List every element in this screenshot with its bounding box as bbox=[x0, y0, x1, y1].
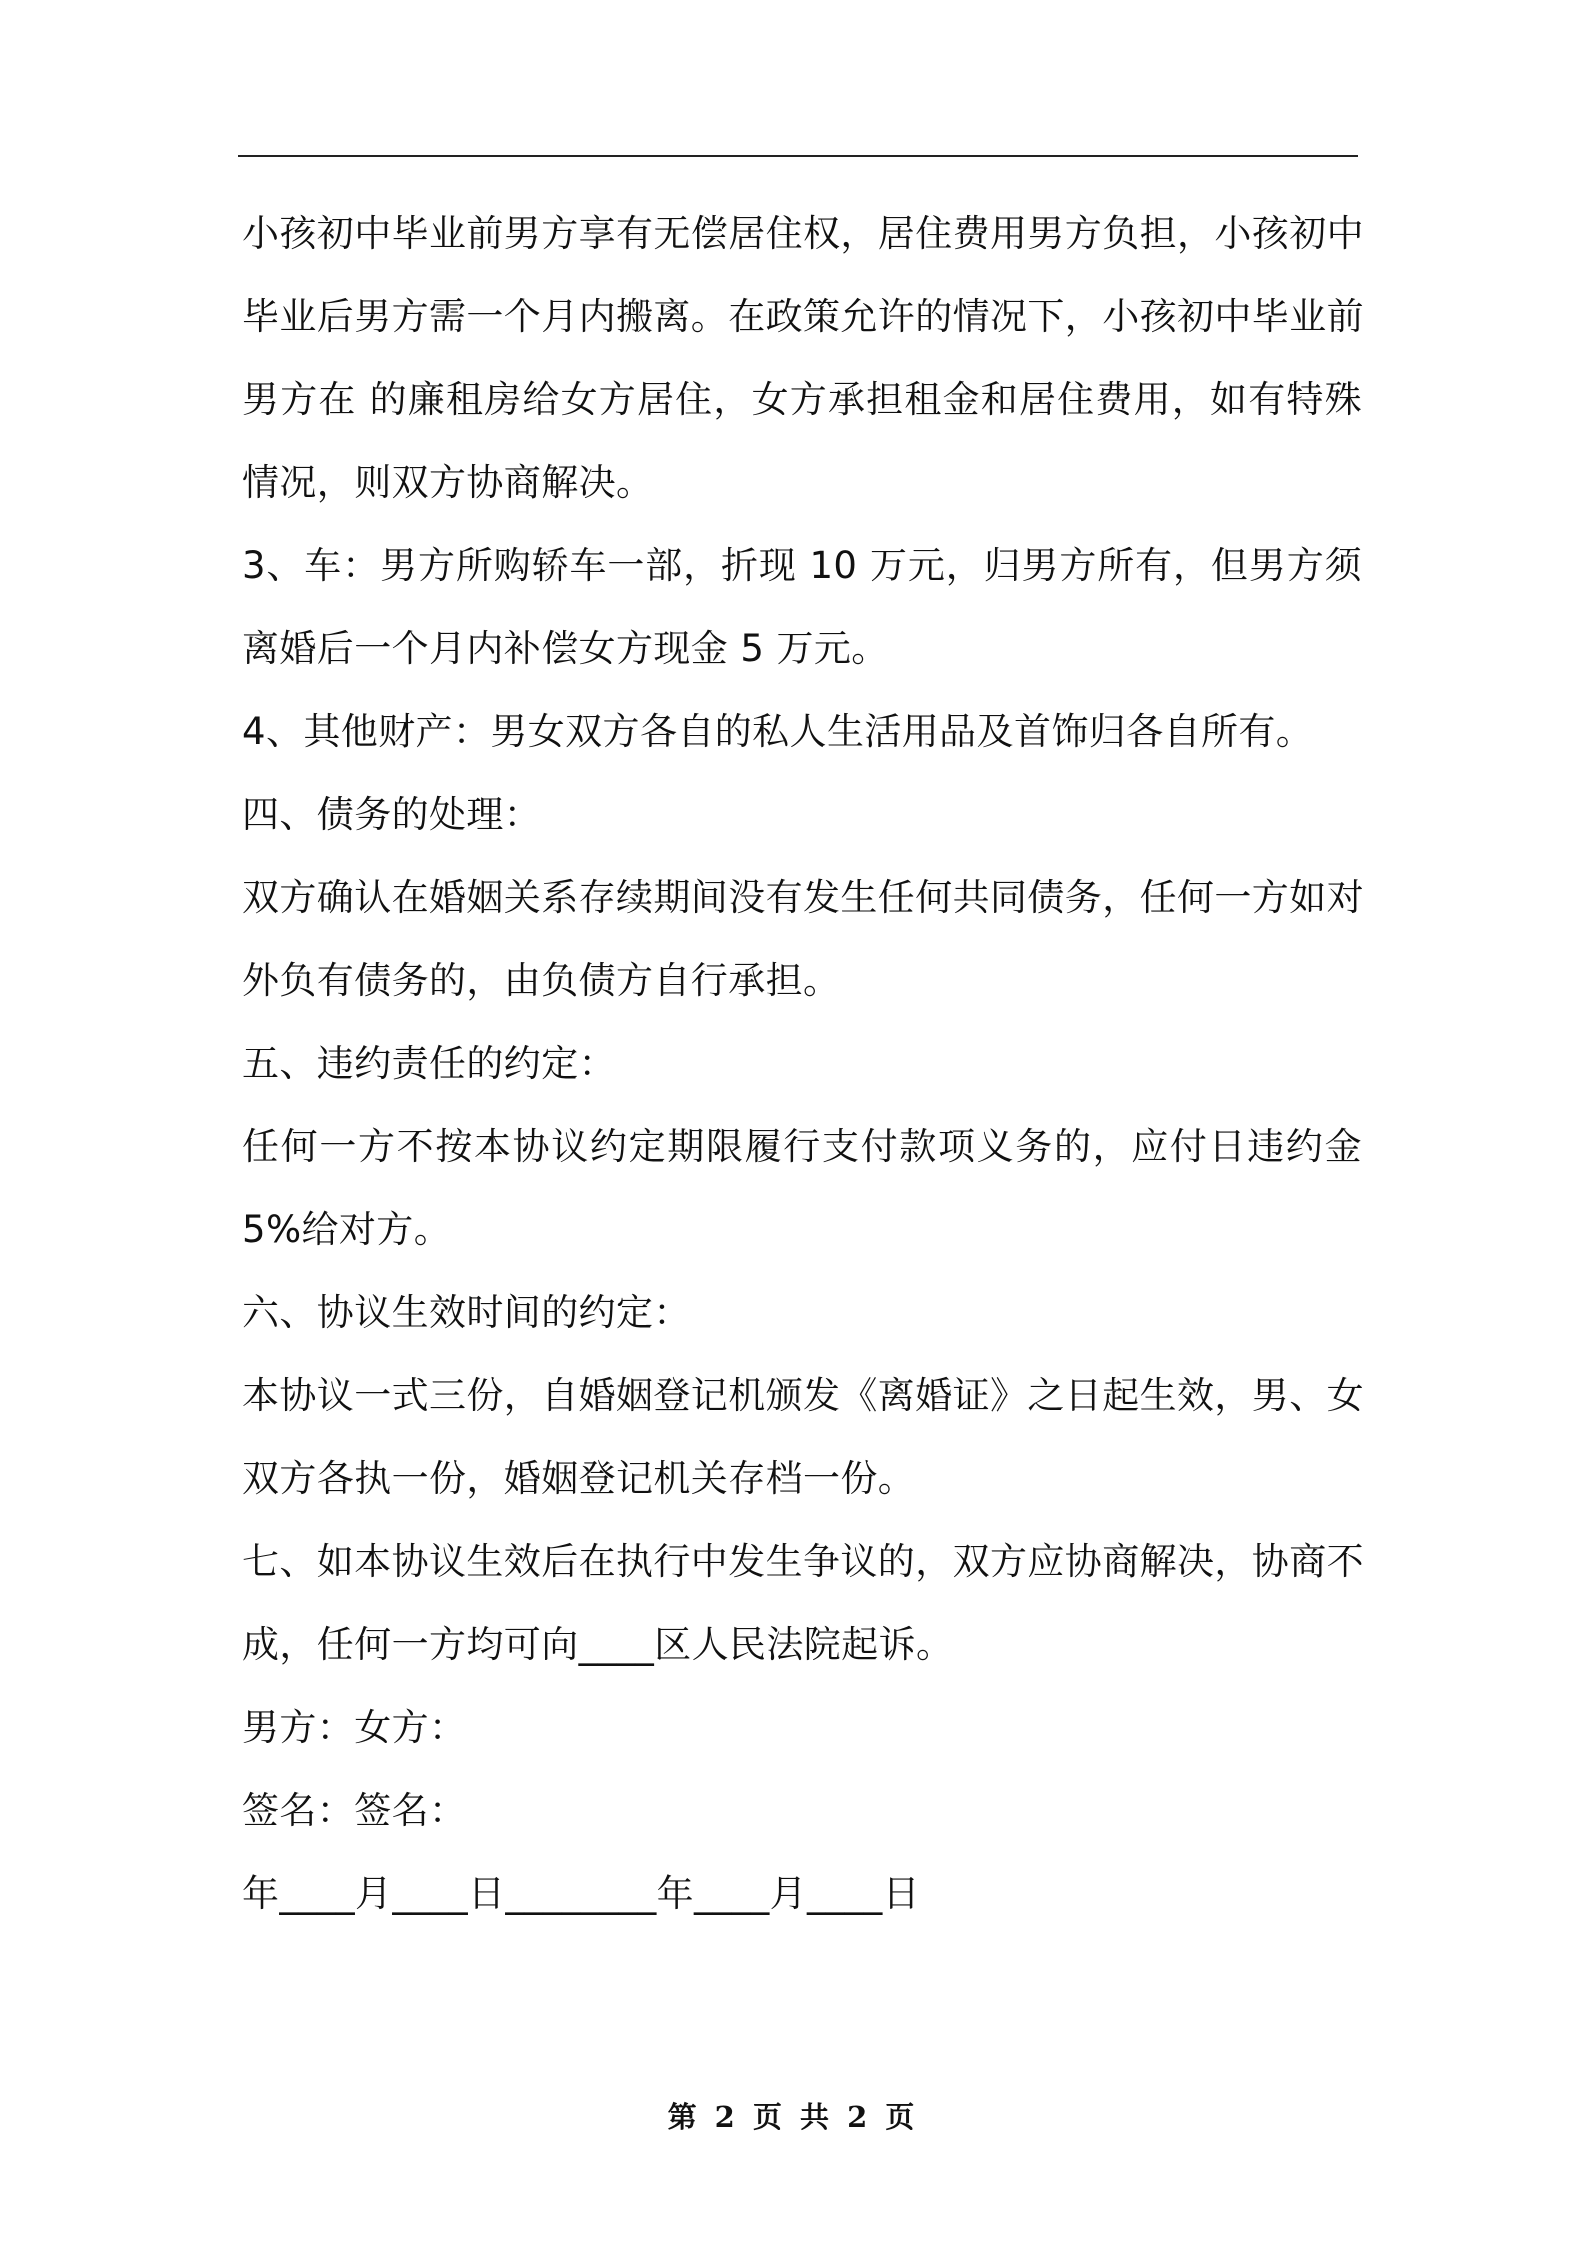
date-line: 年____月____日________年____月____日 bbox=[242, 1872, 920, 1915]
text-line: 离婚后一个月内补偿女方现金 5 万元。 bbox=[242, 627, 889, 670]
text-line: 外负有债务的，由负债方自行承担。 bbox=[242, 959, 841, 1002]
text-line: 5%给对方。 bbox=[242, 1208, 452, 1251]
text-line: 本协议一式三份，自婚姻登记机颁发《离婚证》之日起生效，男、女 bbox=[242, 1374, 1364, 1417]
text-line: 双方确认在婚姻关系存续期间没有发生任何共同债务，任何一方如对 bbox=[242, 876, 1364, 919]
text-line: 双方各执一份，婚姻登记机关存档一份。 bbox=[242, 1457, 916, 1500]
party-labels: 男方：女方： bbox=[242, 1706, 467, 1749]
text-line: 4、其他财产：男女双方各自的私人生活用品及首饰归各自所有。 bbox=[242, 710, 1314, 753]
text-line: 任何一方不按本协议约定期限履行支付款项义务的，应付日违约金 bbox=[242, 1125, 1362, 1168]
header-divider bbox=[238, 155, 1358, 157]
text-line: 情况，则双方协商解决。 bbox=[242, 461, 654, 504]
document-body bbox=[242, 192, 1362, 1935]
page-number-footer: 第 2 页 共 2 页 bbox=[667, 2100, 919, 2134]
text-line: 毕业后男方需一个月内搬离。在政策允许的情况下，小孩初中毕业前 bbox=[242, 295, 1364, 338]
signature-labels: 签名：签名： bbox=[242, 1789, 467, 1832]
text-line: 成，任何一方均可向____区人民法院起诉。 bbox=[242, 1623, 954, 1666]
section-heading: 四、债务的处理： bbox=[242, 793, 542, 836]
text-line: 男方在 的廉租房给女方居住，女方承担租金和居住费用，如有特殊 bbox=[242, 378, 1362, 421]
section-heading: 六、协议生效时间的约定： bbox=[242, 1291, 691, 1334]
text-line: 小孩初中毕业前男方享有无偿居住权，居住费用男方负担，小孩初中 bbox=[242, 212, 1364, 255]
section-heading: 五、违约责任的约定： bbox=[242, 1042, 616, 1085]
text-line: 3、车：男方所购轿车一部，折现 10 万元，归男方所有，但男方须 bbox=[242, 544, 1362, 587]
text-line: 七、如本协议生效后在执行中发生争议的，双方应协商解决，协商不 bbox=[242, 1540, 1364, 1583]
